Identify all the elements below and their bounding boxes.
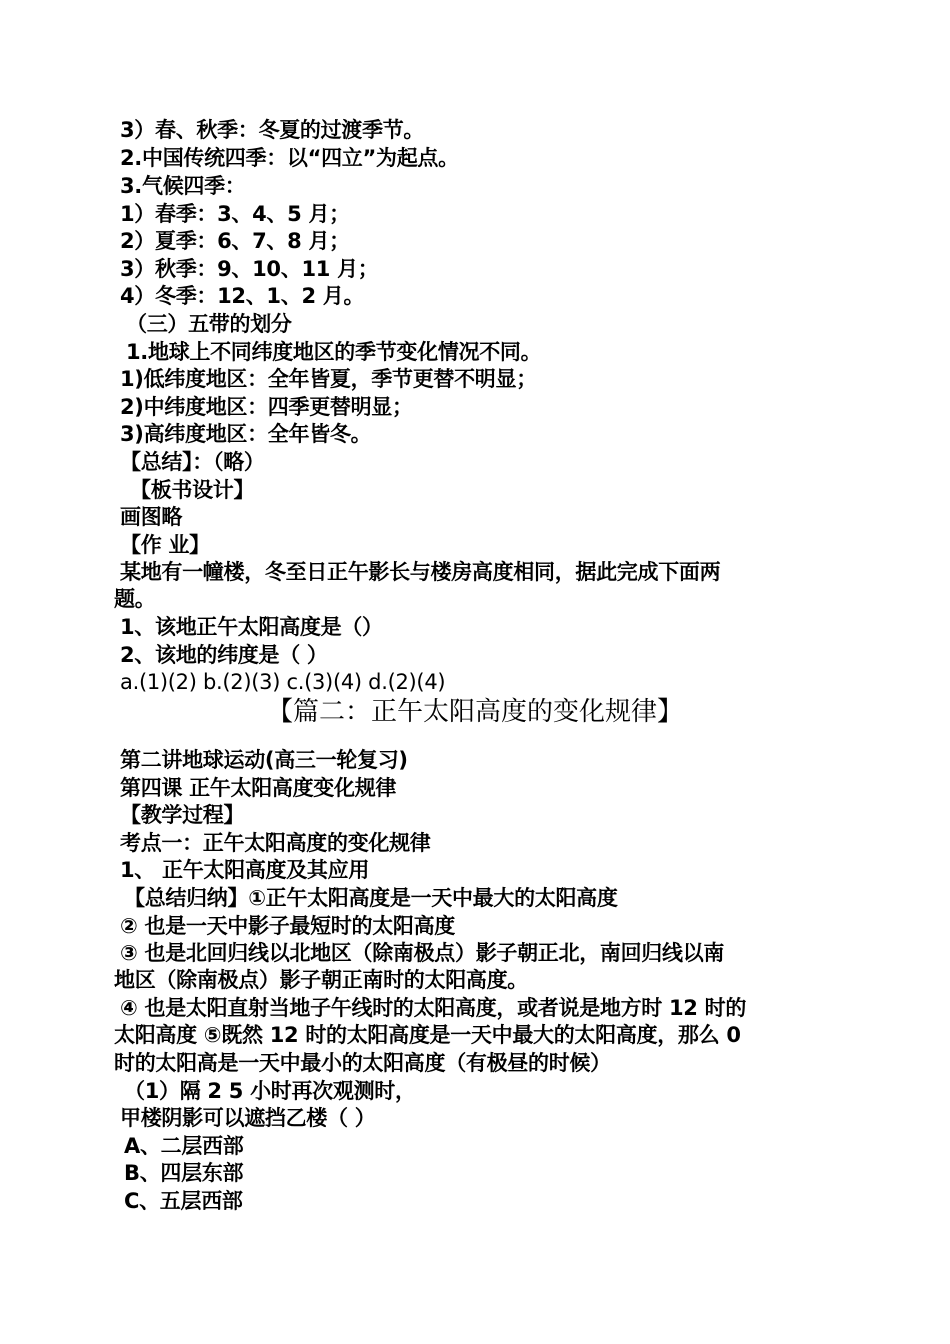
text-line: C、五层西部 bbox=[124, 1189, 243, 1213]
text-line: ④ 也是太阳直射当地子午线时的太阳高度，或者说是地方时 12 时的 bbox=[120, 996, 747, 1020]
text-line: 3）秋季：9、10、11 月； bbox=[120, 257, 379, 281]
text-line: 2、该地的纬度是（ ） bbox=[120, 643, 328, 667]
text-line: 1、该地正午太阳高度是（） bbox=[120, 615, 383, 639]
text-line: 1）春季：3、4、5 月； bbox=[120, 202, 350, 226]
text-line: 2）夏季：6、7、8 月； bbox=[120, 229, 350, 253]
text-line: B、四层东部 bbox=[124, 1161, 244, 1185]
text-line: 第四课 正午太阳高度变化规律 bbox=[120, 776, 397, 800]
text-line: 【板书设计】 bbox=[130, 478, 255, 502]
text-line: 第二讲地球运动(高三一轮复习) bbox=[120, 748, 408, 772]
text-line: 1)低纬度地区：全年皆夏，季节更替不明显； bbox=[120, 367, 537, 391]
text-line: 3)高纬度地区：全年皆冬。 bbox=[120, 422, 372, 446]
text-line: 3）春、秋季：冬夏的过渡季节。 bbox=[120, 118, 425, 142]
text-line: 甲楼阴影可以遮挡乙楼（ ） bbox=[120, 1106, 376, 1130]
text-line: A、二层西部 bbox=[124, 1134, 244, 1158]
text-line: 题。 bbox=[114, 587, 156, 611]
section-heading: 【篇二：正午太阳高度的变化规律】 bbox=[266, 697, 683, 727]
text-line: 某地有一幢楼，冬至日正午影长与楼房高度相同，据此完成下面两 bbox=[120, 560, 721, 584]
text-line: 4）冬季：12、1、2 月。 bbox=[120, 284, 365, 308]
text-line: 考点一：正午太阳高度的变化规律 bbox=[120, 831, 431, 855]
text-line: 【总结归纳】①正午太阳高度是一天中最大的太阳高度 bbox=[124, 886, 618, 910]
text-line: ③ 也是北回归线以北地区（除南极点）影子朝正北，南回归线以南 bbox=[120, 941, 725, 965]
text-line: 太阳高度 ⑤既然 12 时的太阳高度是一天中最大的太阳高度，那么 0 bbox=[114, 1023, 741, 1047]
text-line: 【作 业】 bbox=[120, 533, 210, 557]
text-line: （1）隔 2 5 小时再次观测时， bbox=[124, 1079, 416, 1103]
text-line: 地区（除南极点）影子朝正南时的太阳高度。 bbox=[114, 968, 528, 992]
text-line: 【总结】：（略） bbox=[120, 450, 265, 474]
text-line: 1.地球上不同纬度地区的季节变化情况不同。 bbox=[126, 340, 542, 364]
text-line: 画图略 bbox=[120, 505, 183, 529]
text-line: a.(1)(2) b.(2)(3) c.(3)(4) d.(2)(4) bbox=[120, 670, 446, 694]
text-line: 2.中国传统四季：以“四立”为起点。 bbox=[120, 146, 459, 170]
text-line: 1、 正午太阳高度及其应用 bbox=[120, 858, 370, 882]
text-line: 3.气候四季： bbox=[120, 174, 246, 198]
text-line: 2)中纬度地区：四季更替明显； bbox=[120, 395, 413, 419]
text-line: 【教学过程】 bbox=[120, 803, 245, 827]
text-line: 时的太阳高是一天中最小的太阳高度（有极昼的时候） bbox=[114, 1051, 611, 1075]
text-line: ② 也是一天中影子最短时的太阳高度 bbox=[120, 914, 455, 938]
section-subheading: （三）五带的划分 bbox=[126, 312, 292, 336]
